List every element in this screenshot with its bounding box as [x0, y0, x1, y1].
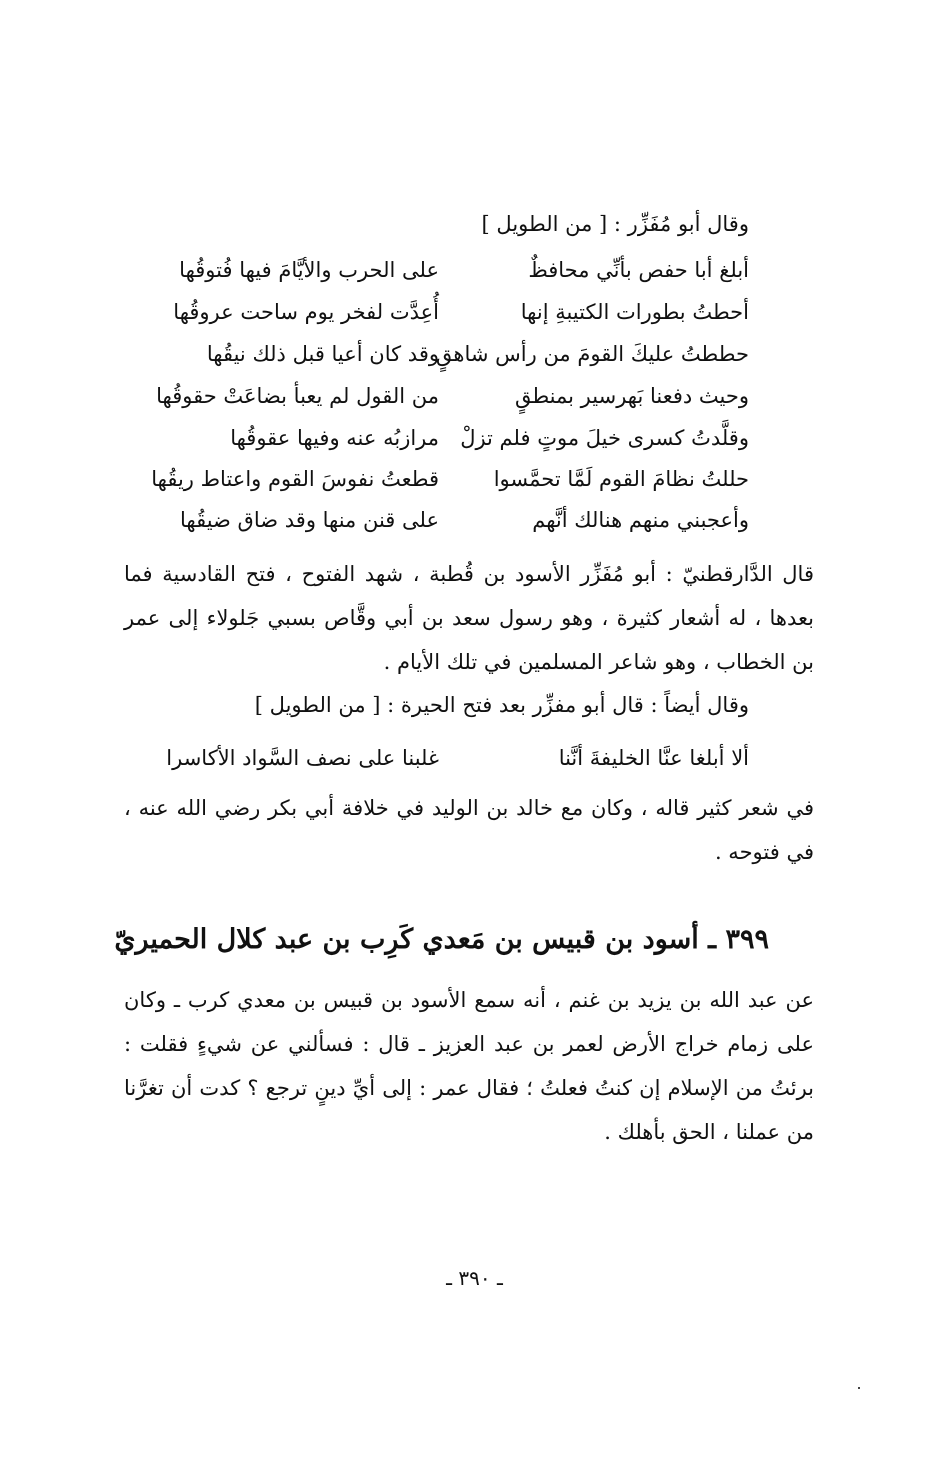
- entry-paragraph: عن عبد الله بن يزيد بن غنم ، أنه سمع الأسود بن قبيس بن معدي كرب ـ وكان على زمام خراج الأرض لعمر بن عبد العزيز ـ قال : فسألني عن شيءٍ فقلت : برئتُ من الإسلام إن كنتُ فعلتُ ؛ فقال عمر : إلى أيِّ دينٍ ترجع ؟ كدت أن تغرَّنا من عملنا ، الحق بأهلك .: [124, 988, 814, 1144]
- verse-right-hemistich: أبلغ أبا حفص بأنِّي محافظٌ: [528, 258, 749, 282]
- verse-right-hemistich: وأعجبني منهم هنالك أنَّهم: [532, 508, 749, 532]
- verse-right-hemistich: ألا أبلغا عنَّا الخليفةَ أنَّنا: [558, 746, 749, 770]
- poem-intro-2: وقال أيضاً : قال أبو مفزِّر بعد فتح الحيرة : [ من الطويل ]: [254, 693, 749, 717]
- biography-paragraph: قال الدَّارقطنيّ : أبو مُفَزِّر الأسود بن قُطبة ، شهد الفتوح ، فتح القادسية فما بعدها ، له أشعار كثيرة ، وهو رسول سعد بن أبي وقَّاص بسبي جَلولاء إلى عمر بن الخطاب ، وهو شاعر المسلمين في تلك الأيام .: [124, 562, 814, 674]
- verse-left-hemistich: من القول لم يعبأ بضاعَتْ حقوقُها: [156, 384, 439, 408]
- page-number: ـ ٣٩٠ ـ: [446, 1266, 503, 1290]
- verse-left-hemistich: على الحرب والأيَّامَ فيها فُتوقُها: [179, 258, 439, 282]
- note-paragraph: في شعر كثير قاله ، وكان مع خالد بن الوليد في خلافة أبي بكر رضي الله عنه ، في فتوحه .: [124, 796, 814, 864]
- verse-right-hemistich: وحيث دفعنا بَهرسير بمنطقٍ: [514, 384, 749, 408]
- scan-speck: [858, 1387, 860, 1389]
- entry-heading: ٣٩٩ ـ أسود بن قبيس بن مَعدي كَرِب بن عبد كلال الحميريّ: [114, 924, 769, 955]
- verse-left-hemistich: غلبنا على نصف السَّواد الأكاسرا: [166, 746, 439, 770]
- verse-left-hemistich: على قنن منها وقد ضاق ضيقُها: [180, 508, 439, 532]
- verse-left-hemistich: أُعِدَّت لفخر يوم ساحت عروقُها: [173, 300, 439, 324]
- verse-left-hemistich: مرازبُه عنه وفيها عقوقُها: [230, 426, 439, 450]
- poem-intro-1: وقال أبو مُفَزِّر : [ من الطويل ]: [481, 212, 749, 236]
- verse-right-hemistich: حططتُ عليكَ القومَ من رأس شاهقٍ: [435, 342, 749, 366]
- verse-right-hemistich: حللتُ نظامَ القوم لَمَّا تحمَّسوا: [493, 467, 749, 491]
- verse-left-hemistich: قطعتُ نفوسَ القوم واعتاط ريقُها: [151, 467, 439, 491]
- verse-right-hemistich: أحطتُ بطورات الكتيبةِ إنها: [520, 300, 749, 324]
- verse-right-hemistich: وقلَّدتُ كسرى خيلَ موتٍ فلم تزلْ: [460, 426, 749, 450]
- verse-left-hemistich: وقد كان أعيا قبل ذلك نيقُها: [206, 342, 439, 366]
